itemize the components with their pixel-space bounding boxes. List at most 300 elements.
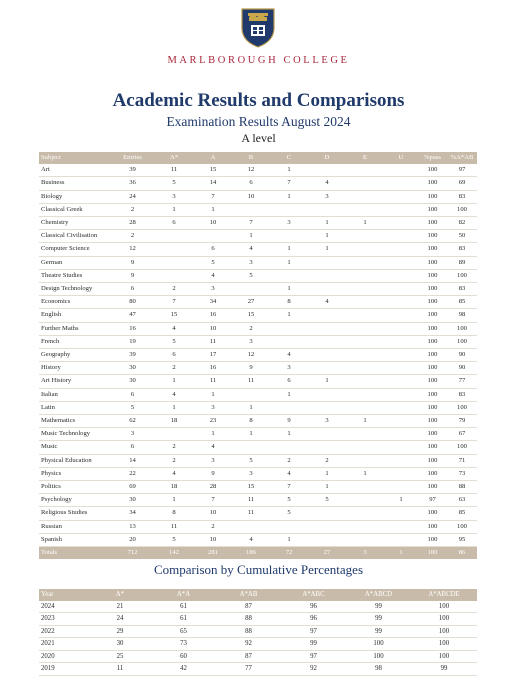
table-cell: 99 — [346, 625, 411, 638]
table-cell — [384, 322, 418, 335]
table-cell — [232, 520, 270, 533]
year-cell: 2022 — [39, 625, 89, 638]
table-cell: 100 — [411, 601, 477, 613]
table-cell — [154, 230, 194, 243]
table-cell: 95 — [447, 533, 477, 546]
table-cell: 1 — [308, 481, 346, 494]
table-cell: 1 — [194, 388, 232, 401]
table-cell: 14 — [111, 454, 154, 467]
table-cell: 1 — [270, 388, 308, 401]
table-row — [39, 638, 477, 651]
table-cell: 100 — [418, 164, 447, 177]
table-cell — [384, 217, 418, 230]
totals-cell: 100 — [418, 547, 447, 560]
table-cell: 50 — [447, 230, 477, 243]
table-cell: 11 — [89, 663, 151, 676]
table-cell: 15 — [232, 309, 270, 322]
table-cell: 24 — [89, 613, 151, 626]
table-cell — [384, 309, 418, 322]
subject-cell: Music Technology — [39, 428, 111, 441]
table-cell: 90 — [447, 349, 477, 362]
subject-cell: Russian — [39, 520, 111, 533]
table-cell: 3 — [270, 362, 308, 375]
table-cell: 1 — [346, 415, 384, 428]
subject-cell: Religious Studies — [39, 507, 111, 520]
column-header: A*ABC — [281, 589, 346, 601]
subject-cell: History — [39, 362, 111, 375]
table-cell: 82 — [447, 217, 477, 230]
table-cell — [308, 533, 346, 546]
year-cell: 2020 — [39, 650, 89, 663]
table-cell — [384, 533, 418, 546]
table-cell: 25 — [89, 650, 151, 663]
table-cell — [308, 428, 346, 441]
subject-cell: Economics — [39, 296, 111, 309]
table-cell: 12 — [232, 349, 270, 362]
table-cell: 4 — [154, 322, 194, 335]
table-row — [39, 375, 477, 388]
table-cell: 3 — [308, 415, 346, 428]
table-cell: 1 — [154, 375, 194, 388]
table-cell: 2 — [154, 441, 194, 454]
table-cell — [232, 388, 270, 401]
table-cell: 100 — [418, 467, 447, 480]
table-cell — [384, 203, 418, 216]
table-cell: 97 — [418, 494, 447, 507]
table-cell: 5 — [270, 507, 308, 520]
table-cell: 88 — [447, 481, 477, 494]
table-cell: 100 — [447, 335, 477, 348]
table-cell: 100 — [411, 650, 477, 663]
table-cell: 100 — [418, 401, 447, 414]
table-cell — [270, 441, 308, 454]
table-cell — [384, 296, 418, 309]
table-cell: 100 — [418, 415, 447, 428]
table-cell: 2 — [154, 454, 194, 467]
table-cell: 2 — [308, 454, 346, 467]
subject-cell: Business — [39, 177, 111, 190]
column-header: D — [308, 152, 346, 164]
table-cell — [270, 269, 308, 282]
table-cell: 99 — [281, 638, 346, 651]
totals-cell: 281 — [194, 547, 232, 560]
table-cell — [154, 256, 194, 269]
totals-cell: 86 — [447, 547, 477, 560]
table-cell: 14 — [194, 177, 232, 190]
subject-cell: Psychology — [39, 494, 111, 507]
table-cell — [308, 441, 346, 454]
table-cell: 1 — [232, 230, 270, 243]
table-cell: 4 — [232, 533, 270, 546]
table-cell — [346, 401, 384, 414]
table-cell: 100 — [418, 441, 447, 454]
table-cell: 89 — [447, 256, 477, 269]
table-cell: 3 — [111, 428, 154, 441]
table-cell: 30 — [111, 362, 154, 375]
table-cell: 10 — [194, 217, 232, 230]
year-cell: 2021 — [39, 638, 89, 651]
column-header: U — [384, 152, 418, 164]
table-cell: 83 — [447, 190, 477, 203]
table-cell: 5 — [194, 256, 232, 269]
table-cell — [308, 203, 346, 216]
table-cell: 24 — [111, 190, 154, 203]
subject-cell: Classical Civilisation — [39, 230, 111, 243]
table-cell: 80 — [111, 296, 154, 309]
comparison-table — [39, 589, 477, 676]
table-cell: 4 — [154, 388, 194, 401]
table-cell: 11 — [232, 507, 270, 520]
table-cell: 2 — [232, 322, 270, 335]
table-cell — [384, 388, 418, 401]
table-cell — [194, 230, 232, 243]
table-cell — [384, 283, 418, 296]
table-cell: 100 — [418, 520, 447, 533]
table-cell — [346, 230, 384, 243]
table-cell: 60 — [151, 650, 216, 663]
table-cell: 100 — [411, 638, 477, 651]
table-cell: 15 — [154, 309, 194, 322]
table-cell: 10 — [194, 533, 232, 546]
table-cell: 3 — [270, 217, 308, 230]
table-row — [39, 520, 477, 533]
table-cell: 22 — [111, 467, 154, 480]
table-row — [39, 203, 477, 216]
table-cell: 96 — [281, 613, 346, 626]
table-cell: 83 — [447, 243, 477, 256]
table-cell — [384, 481, 418, 494]
table-row — [39, 256, 477, 269]
table-cell — [346, 494, 384, 507]
table-cell: 28 — [111, 217, 154, 230]
table-cell: 100 — [418, 362, 447, 375]
table-cell: 83 — [447, 283, 477, 296]
table-cell: 5 — [232, 454, 270, 467]
table-cell: 4 — [232, 243, 270, 256]
table-cell: 100 — [418, 217, 447, 230]
table-row — [39, 663, 477, 676]
totals-cell: Totals — [39, 547, 111, 560]
column-header: %pass — [418, 152, 447, 164]
table-cell — [308, 164, 346, 177]
table-cell: 77 — [216, 663, 281, 676]
table-cell: 3 — [232, 256, 270, 269]
table-cell — [384, 230, 418, 243]
table-cell — [346, 256, 384, 269]
table-cell — [346, 269, 384, 282]
table-cell: 100 — [411, 613, 477, 626]
table-cell — [346, 164, 384, 177]
table-cell: 2 — [111, 203, 154, 216]
column-header: A*AB — [216, 589, 281, 601]
table-cell — [308, 507, 346, 520]
table-cell: 69 — [111, 481, 154, 494]
table-cell — [346, 243, 384, 256]
table-cell: 6 — [232, 177, 270, 190]
table-cell: 100 — [418, 507, 447, 520]
table-cell — [308, 388, 346, 401]
table-cell — [270, 322, 308, 335]
table-cell — [384, 164, 418, 177]
subject-cell: Classical Greek — [39, 203, 111, 216]
table-cell: 100 — [418, 309, 447, 322]
table-cell: 11 — [232, 375, 270, 388]
table-cell: 92 — [281, 663, 346, 676]
table-cell: 16 — [194, 309, 232, 322]
table-cell: 97 — [281, 625, 346, 638]
table-cell: 28 — [194, 481, 232, 494]
table-cell: 100 — [418, 256, 447, 269]
table-cell: 3 — [194, 401, 232, 414]
table-cell: 10 — [194, 507, 232, 520]
table-cell: 100 — [418, 349, 447, 362]
subject-cell: Physical Education — [39, 454, 111, 467]
table-cell — [384, 467, 418, 480]
table-cell: 18 — [154, 415, 194, 428]
table-cell — [384, 362, 418, 375]
table-cell — [308, 283, 346, 296]
table-cell — [346, 322, 384, 335]
table-cell: 4 — [194, 441, 232, 454]
table-cell: 71 — [447, 454, 477, 467]
table-cell — [384, 349, 418, 362]
table-cell: 100 — [447, 269, 477, 282]
table-cell: 3 — [194, 283, 232, 296]
subject-cell: Theatre Studies — [39, 269, 111, 282]
subject-cell: Physics — [39, 467, 111, 480]
table-row — [39, 494, 477, 507]
table-cell — [308, 322, 346, 335]
table-cell — [384, 256, 418, 269]
subject-cell: Art History — [39, 375, 111, 388]
totals-cell: 3 — [346, 547, 384, 560]
subject-cell: Art — [39, 164, 111, 177]
table-cell — [384, 190, 418, 203]
totals-cell: 27 — [308, 547, 346, 560]
table-cell: 1 — [270, 283, 308, 296]
table-cell: 61 — [151, 613, 216, 626]
table-cell — [346, 454, 384, 467]
table-cell — [270, 401, 308, 414]
table-cell: 1 — [154, 401, 194, 414]
table-cell: 63 — [447, 494, 477, 507]
table-cell: 100 — [418, 335, 447, 348]
table-row — [39, 322, 477, 335]
table-cell: 92 — [216, 638, 281, 651]
table-cell: 5 — [111, 401, 154, 414]
year-cell: 2023 — [39, 613, 89, 626]
table-cell: 65 — [151, 625, 216, 638]
table-cell — [346, 441, 384, 454]
table-cell — [308, 309, 346, 322]
subject-cell: French — [39, 335, 111, 348]
table-cell — [384, 415, 418, 428]
table-cell: 100 — [418, 428, 447, 441]
table-cell: 1 — [346, 467, 384, 480]
table-cell: 99 — [411, 663, 477, 676]
table-cell: 20 — [111, 533, 154, 546]
table-cell: 1 — [194, 428, 232, 441]
table-cell — [232, 283, 270, 296]
table-cell: 42 — [151, 663, 216, 676]
table-cell: 6 — [111, 388, 154, 401]
table-cell: 88 — [216, 625, 281, 638]
table-cell: 96 — [281, 601, 346, 613]
subject-cell: Biology — [39, 190, 111, 203]
table-cell — [384, 375, 418, 388]
table-cell: 16 — [111, 322, 154, 335]
results-totals-row — [39, 547, 477, 560]
table-cell: 69 — [447, 177, 477, 190]
column-header: Year — [39, 589, 89, 601]
comparison-header-row — [39, 589, 477, 601]
table-cell: 5 — [154, 335, 194, 348]
page-title: Academic Results and Comparisons — [112, 90, 405, 111]
table-row — [39, 507, 477, 520]
table-cell: 100 — [418, 296, 447, 309]
table-cell — [270, 520, 308, 533]
table-cell — [346, 190, 384, 203]
table-cell: 98 — [447, 309, 477, 322]
table-row — [39, 533, 477, 546]
table-cell — [308, 269, 346, 282]
table-cell — [232, 441, 270, 454]
table-cell — [346, 349, 384, 362]
table-cell: 9 — [111, 269, 154, 282]
table-cell — [384, 177, 418, 190]
table-cell: 36 — [111, 177, 154, 190]
table-cell — [384, 401, 418, 414]
table-row — [39, 388, 477, 401]
table-cell: 30 — [111, 494, 154, 507]
table-cell: 27 — [232, 296, 270, 309]
column-header: C — [270, 152, 308, 164]
table-row — [39, 190, 477, 203]
table-cell: 6 — [270, 375, 308, 388]
table-cell: 34 — [111, 507, 154, 520]
table-cell: 98 — [346, 663, 411, 676]
table-cell: 8 — [232, 415, 270, 428]
table-cell — [346, 283, 384, 296]
table-cell: 5 — [308, 494, 346, 507]
table-cell: 8 — [270, 296, 308, 309]
table-cell: 2 — [111, 230, 154, 243]
table-cell: 34 — [194, 296, 232, 309]
table-cell: 5 — [154, 177, 194, 190]
subject-cell: Geography — [39, 349, 111, 362]
table-cell: 100 — [418, 269, 447, 282]
table-cell: 100 — [418, 533, 447, 546]
table-row — [39, 283, 477, 296]
table-row — [39, 269, 477, 282]
table-cell — [384, 507, 418, 520]
table-cell: 4 — [194, 269, 232, 282]
table-cell: 39 — [111, 164, 154, 177]
subject-cell: Latin — [39, 401, 111, 414]
table-cell: 15 — [232, 481, 270, 494]
subject-cell: Music — [39, 441, 111, 454]
table-cell: 1 — [270, 243, 308, 256]
table-cell: 99 — [346, 601, 411, 613]
table-cell: 4 — [270, 467, 308, 480]
table-cell: 100 — [346, 650, 411, 663]
table-cell — [154, 428, 194, 441]
table-cell — [308, 256, 346, 269]
table-cell: 100 — [418, 481, 447, 494]
table-cell: 90 — [447, 362, 477, 375]
table-cell — [270, 203, 308, 216]
column-header: E — [346, 152, 384, 164]
table-cell — [346, 375, 384, 388]
table-cell: 6 — [154, 217, 194, 230]
table-row — [39, 467, 477, 480]
table-cell: 6 — [111, 283, 154, 296]
column-header: A*ABCDE — [411, 589, 477, 601]
table-cell: 7 — [270, 177, 308, 190]
table-row — [39, 296, 477, 309]
table-cell: 2 — [270, 454, 308, 467]
table-cell: 88 — [216, 613, 281, 626]
table-cell: 7 — [194, 190, 232, 203]
table-row — [39, 243, 477, 256]
table-cell: 1 — [308, 467, 346, 480]
table-row — [39, 230, 477, 243]
table-cell — [308, 349, 346, 362]
table-cell: 18 — [154, 481, 194, 494]
table-cell: 62 — [111, 415, 154, 428]
table-cell: 1 — [270, 533, 308, 546]
table-cell — [308, 362, 346, 375]
table-cell: 100 — [447, 322, 477, 335]
column-header: Entries — [111, 152, 154, 164]
table-cell: 100 — [418, 203, 447, 216]
column-header: Subject — [39, 152, 111, 164]
table-cell: 4 — [270, 349, 308, 362]
totals-cell: 1 — [384, 547, 418, 560]
table-cell: 1 — [270, 428, 308, 441]
table-cell: 67 — [447, 428, 477, 441]
table-cell: 100 — [447, 401, 477, 414]
subject-cell: Spanish — [39, 533, 111, 546]
table-cell: 85 — [447, 296, 477, 309]
table-cell: 77 — [447, 375, 477, 388]
table-cell: 30 — [111, 375, 154, 388]
table-row — [39, 177, 477, 190]
table-cell: 6 — [111, 441, 154, 454]
table-cell: 99 — [346, 613, 411, 626]
table-cell — [232, 203, 270, 216]
table-cell: 19 — [111, 335, 154, 348]
table-cell: 100 — [447, 520, 477, 533]
table-cell: 7 — [194, 494, 232, 507]
table-cell: 100 — [418, 190, 447, 203]
table-cell: 1 — [194, 203, 232, 216]
table-cell — [346, 309, 384, 322]
page-subtitle: Examination Results August 2024 — [166, 114, 351, 129]
table-cell: 8 — [154, 507, 194, 520]
table-cell: 7 — [154, 296, 194, 309]
college-crest-logo — [240, 6, 276, 48]
table-cell — [308, 520, 346, 533]
table-cell: 29 — [89, 625, 151, 638]
table-cell: 7 — [270, 481, 308, 494]
table-cell: 100 — [411, 625, 477, 638]
table-cell: 12 — [111, 243, 154, 256]
table-cell: 21 — [89, 601, 151, 613]
table-cell: 39 — [111, 349, 154, 362]
table-cell — [346, 507, 384, 520]
table-cell: 2 — [154, 283, 194, 296]
